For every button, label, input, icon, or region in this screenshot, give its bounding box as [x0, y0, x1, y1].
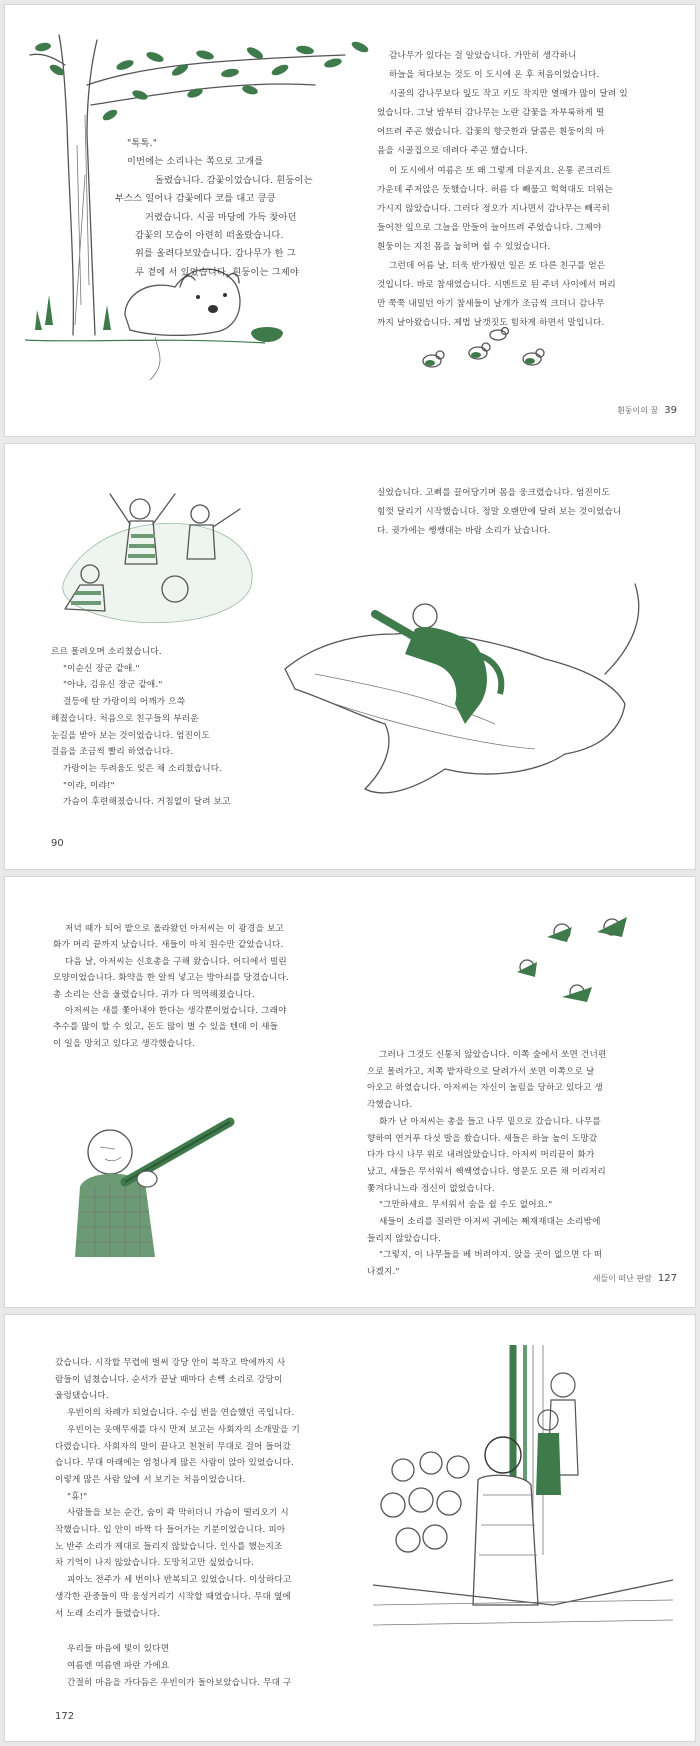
text-line: 향하여 연거푸 다섯 발을 쐈습니다. 새들은 하늘 높이 도망갔 [367, 1133, 598, 1144]
text-line: 힘껏 달리기 시작했습니다. 정말 오랜만에 달려 보는 것이었습니 [377, 507, 622, 517]
book-page-127 [4, 876, 696, 1308]
text-line: 그런데 어름 날, 더욱 반가웠던 일은 또 다른 친구를 얻은 [389, 261, 606, 272]
text-line: 노 반주 소리가 제대로 들리지 않았습니다. 인사를 했는지조 [55, 1541, 283, 1552]
text-line: 화가 난 아저씨는 총을 들고 나무 밑으로 갔습니다. 나무를 [379, 1116, 601, 1127]
text-line: 걸등에 탄 가랑이의 어깨가 으쓱 [63, 697, 186, 708]
verse-block [67, 1641, 367, 1692]
text-line: 쫓겨다니느라 정신이 없었습니다. [367, 1183, 495, 1194]
stage-singer-illustration [373, 1345, 673, 1685]
text-line: "이랴, 이랴!" [63, 780, 115, 791]
text-line: 하늘을 쳐다보는 것도 이 도시에 온 후 처음이었습니다. [389, 70, 600, 81]
text-line: 추수를 많이 할 수 있고, 돈도 많이 벌 수 있을 텐데 이 새들 [53, 1022, 279, 1033]
text-line: 각했습니다. [367, 1100, 413, 1111]
text-line: 위를 올려다보았습니다. 감나무가 한 그 [135, 248, 296, 260]
text-line: "그렇지, 이 나무들을 베 버려야지. 앉을 곳이 없으면 다 떠 [379, 1250, 603, 1261]
text-line: 이번에는 소리나는 쪽으로 고개를 [127, 156, 264, 168]
text-line: 다가 다시 나무 위로 내려앉았습니다. 아저씨 머리끝이 화가 [367, 1150, 595, 1161]
text-line: 우빈이는 옷매무새를 다시 만져 보고는 사회자의 소개말을 기 [67, 1424, 301, 1435]
text-line: 서 노래 소리가 들렸습니다. [55, 1608, 161, 1619]
text-line: "그만하세요. 무서워서 숨을 쉴 수도 없어요." [379, 1200, 553, 1211]
text-line: 르르 몰려오며 소리쳤습니다. [51, 647, 162, 657]
text-line: 우빈이의 차례가 되었습니다. 수십 번을 연습했던 곡입니다. [67, 1408, 295, 1419]
right-text-block [377, 47, 677, 333]
text-line: 이 도시에서 여름은 또 왜 그렇게 더운지요. 온통 콘크리트 [389, 165, 611, 176]
text-line: 흰둥이는 지친 몸을 눕히며 쉴 수 있었습니다. [377, 241, 551, 252]
text-line: 모양이었습니다. 화약을 한 알씩 넣고는 방아쇠를 당겼습니다. [53, 973, 289, 984]
verse-line: 여름엔 여름엔 파란 가에요 [67, 1661, 170, 1671]
text-line: 가시지 않았습니다. 그러다 정오가 지나면서 감나무는 빼곡히 [377, 203, 611, 214]
text-line: 이 일을 망치고 있다고 생각했습니다. [53, 1038, 196, 1049]
text-line: 까지 날아왔습니다. 제법 날갯짓도 힘차게 하면서 말입니다. [377, 318, 605, 329]
text-line: 어뜨려 주곤 했습니다. 감꽃의 향긋한과 달콤은 흰둥이의 마 [377, 127, 605, 138]
text-line: 실었습니다. 고삐를 끌어당기며 몸을 웅크렸습니다. 엄진이도 [377, 488, 611, 498]
boy-riding-horse-illustration [275, 574, 675, 804]
running-head: 흰둥이의 꿈 [617, 406, 659, 415]
man-with-rifle-illustration [55, 1107, 255, 1267]
page-number: 90 [51, 838, 64, 849]
text-line: 화가 머리 끝까지 났습니다. 새들이 마치 원수만 같았습니다. [53, 940, 284, 951]
right-text-block [377, 484, 677, 541]
text-line: 람들이 넘쳤습니다. 순서가 끝날 때마다 손뼉 소리로 강당이 [55, 1374, 283, 1385]
text-line: 가랑이는 두려움도 잊은 채 소리쳤습니다. [63, 763, 223, 774]
text-line: 작했습니다. 입 안이 바짝 다 들어가는 기분이었습니다. 피아 [55, 1525, 286, 1536]
left-text-block [115, 135, 325, 282]
text-line: 울렁댔습니다. [55, 1391, 109, 1402]
text-line: "이순신 장군 같애." [63, 663, 140, 674]
left-text-block [53, 921, 353, 1052]
text-line: 사람들을 보는 순간, 숨이 콱 막히더니 가슴이 떨리오기 시 [67, 1508, 289, 1519]
text-line: 들리지 않았습니다. [367, 1233, 441, 1244]
text-line: 음을 시골집으로 데려다 주곤 했습니다. [377, 146, 528, 157]
text-line: 생각한 관중들이 막 웅성거리기 시작할 때였습니다. 무대 옆에 [55, 1591, 291, 1602]
text-line: 피아노 전주가 세 번이나 반복되고 있었습니다. 이상하다고 [67, 1575, 292, 1586]
text-line: 나겠지." [367, 1267, 400, 1278]
text-line: 났고, 새들은 무서워서 쌕쌕였습니다. 영문도 모른 채 이리저리 [367, 1166, 606, 1177]
text-line: 가운데 주저앉은 듯했습니다. 허름 다 빼물고 헉헉대도 더위는 [377, 184, 613, 195]
text-line: 해졌습니다. 처음으로 친구들의 부러운 [51, 713, 199, 724]
text-line: 시골의 감나무보다 잎도 작고 키도 작지만 열매가 많이 달려 있 [389, 89, 628, 100]
text-line: "아냐, 김유신 장군 같애." [63, 680, 163, 691]
text-line: 감나무가 있다는 걸 알았습니다. 가만히 생각하니 [389, 51, 577, 61]
text-line: 가슴이 후련해졌습니다. 거침없이 달려 보고 [63, 797, 231, 808]
text-line: 갔습니다. 시작할 무렵에 벌써 강당 안이 북작고 박에까지 사 [55, 1358, 286, 1368]
text-line: 차 기억이 나지 않았습니다. 도망치고만 싶었습니다. [55, 1558, 255, 1569]
book-page-90 [4, 443, 696, 870]
text-line: 으로 몰려가고, 저쪽 밭자락으로 달려가서 쏘면 이쪽으로 날 [367, 1066, 595, 1077]
text-line: 새들이 소리를 질러만 아저씨 귀에는 째재재대는 소리밖에 [379, 1217, 601, 1228]
page-number: 새들이 떠난 판람 127 [592, 1273, 677, 1284]
text-line: 이렇게 많은 사람 앞에 서 보기는 처음이었습니다. [55, 1474, 246, 1485]
text-line: 총 소리는 산을 울렸습니다. 귀가 다 먹먹해졌습니다. [53, 989, 255, 1000]
text-line: "톡톡." [127, 138, 158, 149]
text-line: 루 곁에 서 있었습니다. 흰둥이는 그제야 [135, 266, 299, 278]
text-line: 다음 날, 아저씨는 신호총을 구해 왔습니다. 어디에서 빌린 [65, 956, 287, 967]
text-line: 만 쭉쭉 내밀던 아기 참새들이 날개가 조금씩 크더니 감나무 [377, 299, 605, 310]
page-number: 172 [55, 1711, 75, 1722]
text-line: 들어찬 잎으로 그늘을 만들어 늘어뜨려 주었습니다. 그제야 [377, 222, 602, 233]
running-head: 새들이 떠난 판람 [592, 1274, 652, 1283]
book-page-39 [4, 4, 696, 437]
page-number: 흰둥이의 꿈 39 [617, 405, 677, 416]
verse-line: 간절히 마음을 가다듬은 우빈이가 돌아보았습니다. 무대 구 [67, 1678, 292, 1688]
text-line: 아저씨는 새를 쫓아내야 한다는 생각뿐이었습니다. 그래야 [65, 1006, 287, 1017]
book-page-172 [4, 1314, 696, 1742]
text-line: 눈길을 받아 보는 것이었습니다. 엄진이도 [51, 730, 211, 741]
right-text-block [367, 1047, 677, 1281]
text-line: 부스스 일어나 감꽃에다 코를 대고 킁킁 [115, 193, 276, 205]
text-line: 아오고 하였습니다. 아저씨는 자신이 놀림을 당하고 있다고 생 [367, 1083, 603, 1094]
sparrows-illustration [420, 323, 560, 383]
text-line: 었습니다. 그날 밤부터 감나무는 노란 감꽃을 자부룩하게 떨 [377, 108, 605, 119]
text-line: 저녁 때가 되어 밭으로 올라왔던 아저씨는 이 광경을 보고 [65, 924, 284, 934]
left-text-block [51, 644, 281, 811]
text-line: 다렸습니다. 사회자의 말이 끝나고 천천히 무대로 걸어 들어갔 [55, 1441, 291, 1452]
text-line: 걸음을 조금씩 빨리 하였습니다. [51, 747, 174, 758]
text-line: 그러나 그것도 신통치 않았습니다. 이쪽 숲에서 쏘면 건너편 [379, 1050, 607, 1060]
text-line: 것입니다. 바로 참새였습니다. 시멘트로 된 주녀 사이에서 머리 [377, 280, 616, 291]
text-line: 다. 귓가에는 쌩쌩대는 바람 소리가 났습니다. [377, 526, 551, 536]
text-line: 거렸습니다. 시골 마당에 가득 찾아던 [145, 211, 297, 223]
text-line: 습니다. 무대 아래에는 엄청나게 많은 사람이 앉아 있었습니다. [55, 1458, 294, 1469]
verse-line: 우리들 마음에 빛이 있다면 [67, 1644, 170, 1654]
cheering-children-illustration [45, 479, 265, 639]
text-line: "휴!" [67, 1491, 88, 1502]
left-text-block [55, 1355, 355, 1622]
flying-birds-illustration [517, 907, 667, 1017]
text-line: 돌렸습니다. 감꽃이었습니다. 흰둥이는 [155, 174, 313, 186]
text-line: 감꽃의 모습이 아련히 떠올랐습니다. [135, 230, 284, 242]
